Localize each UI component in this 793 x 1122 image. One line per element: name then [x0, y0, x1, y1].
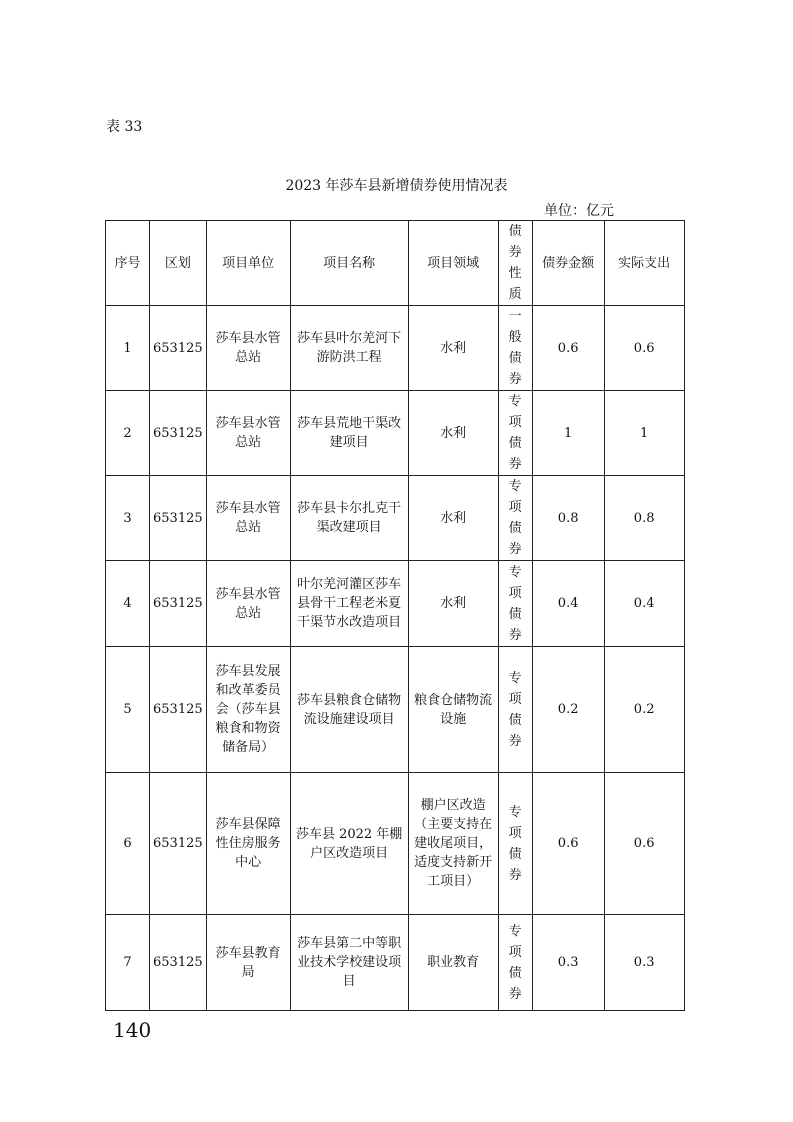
cell-region: 653125	[150, 915, 207, 1011]
cell-nature: 专项债券	[498, 647, 532, 773]
cell-project: 莎车县 2022 年棚户区改造项目	[290, 773, 408, 915]
cell-seq: 5	[106, 647, 150, 773]
cell-field: 水利	[408, 561, 498, 647]
cell-amount: 0.6	[532, 773, 604, 915]
cell-project: 莎车县卡尔扎克干渠改建项目	[290, 476, 408, 561]
cell-amount: 0.4	[532, 561, 604, 647]
cell-region: 653125	[150, 561, 207, 647]
cell-seq: 2	[106, 391, 150, 476]
table-row	[106, 647, 685, 773]
cell-field: 棚户区改造（主要支持在建收尾项目，适度支持新开工项目）	[408, 773, 498, 915]
cell-region: 653125	[150, 773, 207, 915]
cell-unit: 莎车县发展和改革委员会（莎车县粮食和物资储备局）	[206, 647, 290, 773]
cell-region: 653125	[150, 306, 207, 391]
cell-actual: 0.2	[604, 647, 684, 773]
cell-field: 水利	[408, 306, 498, 391]
cell-nature: 专项债券	[498, 773, 532, 915]
table-row	[106, 773, 685, 915]
header-field: 项目领域	[408, 221, 498, 306]
cell-actual: 0.6	[604, 306, 684, 391]
cell-actual: 1	[604, 391, 684, 476]
cell-nature: 专项债券	[498, 915, 532, 1011]
cell-project: 莎车县粮食仓储物流设施建设项目	[290, 647, 408, 773]
table-row	[106, 476, 685, 561]
cell-unit: 莎车县水管总站	[206, 476, 290, 561]
header-region: 区划	[150, 221, 207, 306]
cell-region: 653125	[150, 476, 207, 561]
cell-unit: 莎车县水管总站	[206, 561, 290, 647]
cell-seq: 3	[106, 476, 150, 561]
cell-amount: 0.2	[532, 647, 604, 773]
cell-project: 莎车县荒地干渠改建项目	[290, 391, 408, 476]
cell-field: 水利	[408, 476, 498, 561]
header-row	[106, 221, 685, 306]
header-actual: 实际支出	[604, 221, 684, 306]
table-row	[106, 915, 685, 1011]
cell-amount: 0.8	[532, 476, 604, 561]
cell-nature: 专项债券	[498, 561, 532, 647]
cell-unit: 莎车县保障性住房服务中心	[206, 773, 290, 915]
cell-region: 653125	[150, 647, 207, 773]
table-row	[106, 561, 685, 647]
cell-field: 职业教育	[408, 915, 498, 1011]
cell-seq: 7	[106, 915, 150, 1011]
unit-label: 单位：亿元	[544, 203, 614, 219]
cell-nature: 专项债券	[498, 391, 532, 476]
cell-seq: 4	[106, 561, 150, 647]
cell-project: 叶尔羌河灌区莎车县骨干工程老米夏干渠节水改造项目	[290, 561, 408, 647]
cell-project: 莎车县第二中等职业技术学校建设项目	[290, 915, 408, 1011]
cell-unit: 莎车县水管总站	[206, 391, 290, 476]
header-project: 项目名称	[290, 221, 408, 306]
cell-field: 粮食仓储物流设施	[408, 647, 498, 773]
cell-unit: 莎车县水管总站	[206, 306, 290, 391]
cell-seq: 6	[106, 773, 150, 915]
header-nature: 债券性质	[498, 221, 532, 306]
header-seq: 序号	[106, 221, 150, 306]
cell-seq: 1	[106, 306, 150, 391]
cell-amount: 0.3	[532, 915, 604, 1011]
document-title: 2023 年莎车县新增债券使用情况表	[285, 178, 508, 194]
header-unit: 项目单位	[206, 221, 290, 306]
table-row	[106, 306, 685, 391]
header-amount: 债券金额	[532, 221, 604, 306]
cell-actual: 0.3	[604, 915, 684, 1011]
cell-actual: 0.8	[604, 476, 684, 561]
cell-project: 莎车县叶尔羌河下游防洪工程	[290, 306, 408, 391]
table-label: 表 33	[106, 119, 143, 135]
table-row	[106, 391, 685, 476]
page-number: 140	[113, 1018, 152, 1042]
cell-amount: 0.6	[532, 306, 604, 391]
cell-amount: 1	[532, 391, 604, 476]
cell-region: 653125	[150, 391, 207, 476]
cell-nature: 专项债券	[498, 476, 532, 561]
cell-actual: 0.4	[604, 561, 684, 647]
cell-nature: 一般债券	[498, 306, 532, 391]
cell-field: 水利	[408, 391, 498, 476]
cell-unit: 莎车县教育局	[206, 915, 290, 1011]
cell-actual: 0.6	[604, 773, 684, 915]
bond-usage-table	[105, 220, 685, 1011]
